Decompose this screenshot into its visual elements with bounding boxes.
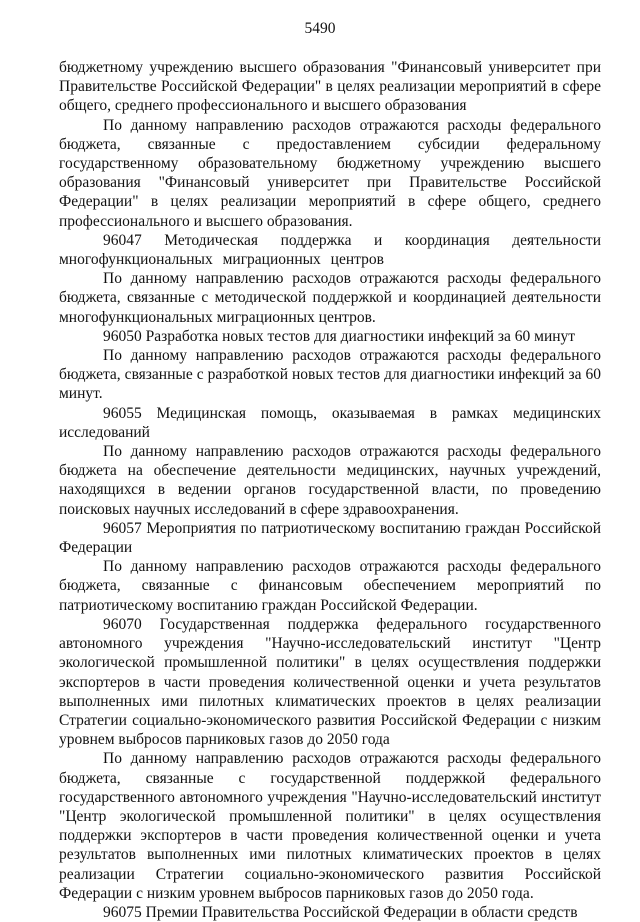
section-heading-paragraph: 96055 Медицинская помощь, оказываемая в рамках медицинских исследований [59,404,601,441]
section-heading-paragraph: 96047 Методическая поддержка и координация деятельности многофункциональных миграционных центров [59,231,601,269]
section-heading-paragraph: 96057 Мероприятия по патриотическому воспитанию граждан Российской Федерации [59,519,601,557]
body-paragraph: По данному направлению расходов отражаются расходы федерального бюджета на обеспечение деятельности медицинских, научных учреждений, находящихся в ведении органов государственной власти, по проведению поисковых научных исследований в сфере здравоохранения. [59,443,601,518]
body-paragraph: По данному направлению расходов отражаются расходы федерального бюджета, связанные с финансовым обеспечением мероприятий по патриотическому воспитанию граждан Российской Федерации. [59,558,601,614]
section-heading-paragraph: 96070 Государственная поддержка федерального государственного автономного учреждения "Научно-исследовательский институт "Центр экологической промышленной политики" в целях осуществления поддержки экспортеров в части проведения количественной оценки и учета результатов выполненных ими пилотных климатических проектов в целях реализации Стратегии социально-экономического развития Российской Федерации с низким уровнем выбросов парниковых газов до 2050 года [59,615,601,749]
body-paragraph: бюджетному учреждению высшего образования "Финансовый университет при Правительстве Российской Федерации" в целях реализации мероприятий в сфере общего, среднего профессионального и высшего образования [59,59,601,115]
section-heading-paragraph: 96075 Премии Правительства Российской Федерации в области средств [103,903,578,921]
body-paragraph: По данному направлению расходов отражаются расходы федерального бюджета, связанные с методической поддержкой и координацией деятельности многофункциональных миграционных центров. [59,270,601,326]
section-heading-paragraph: 96050 Разработка новых тестов для диагностики инфекций за 60 минут [103,327,576,345]
body-paragraph: По данному направлению расходов отражаются расходы федерального бюджета, связанные с разработкой новых тестов для диагностики инфекций за 60 минут. [59,347,601,403]
document-body [59,58,601,922]
page-number: 5490 [304,20,336,37]
body-paragraph: По данному направлению расходов отражаются расходы федерального бюджета, связанные с государственной поддержкой федерального государственного автономного учреждения "Научно-исследовательский институт "Центр экологической промышленной политики" в целях осуществления поддержки экспортеров в части проведения количественной оценки и учета результатов выполненных ими пилотных климатических проектов в целях реализации Стратегии социально-экономического развития Российской Федерации с низким уровнем выбросов парниковых газов до 2050 года. [59,750,601,902]
body-paragraph: По данному направлению расходов отражаются расходы федерального бюджета, связанные с предоставлением субсидии федеральному государственному образовательному бюджетному учреждению высшего образования "Финансовый университет при Правительстве Российской Федерации" в целях реализации мероприятий в сфере общего, среднего профессионального и высшего образования. [59,116,601,230]
